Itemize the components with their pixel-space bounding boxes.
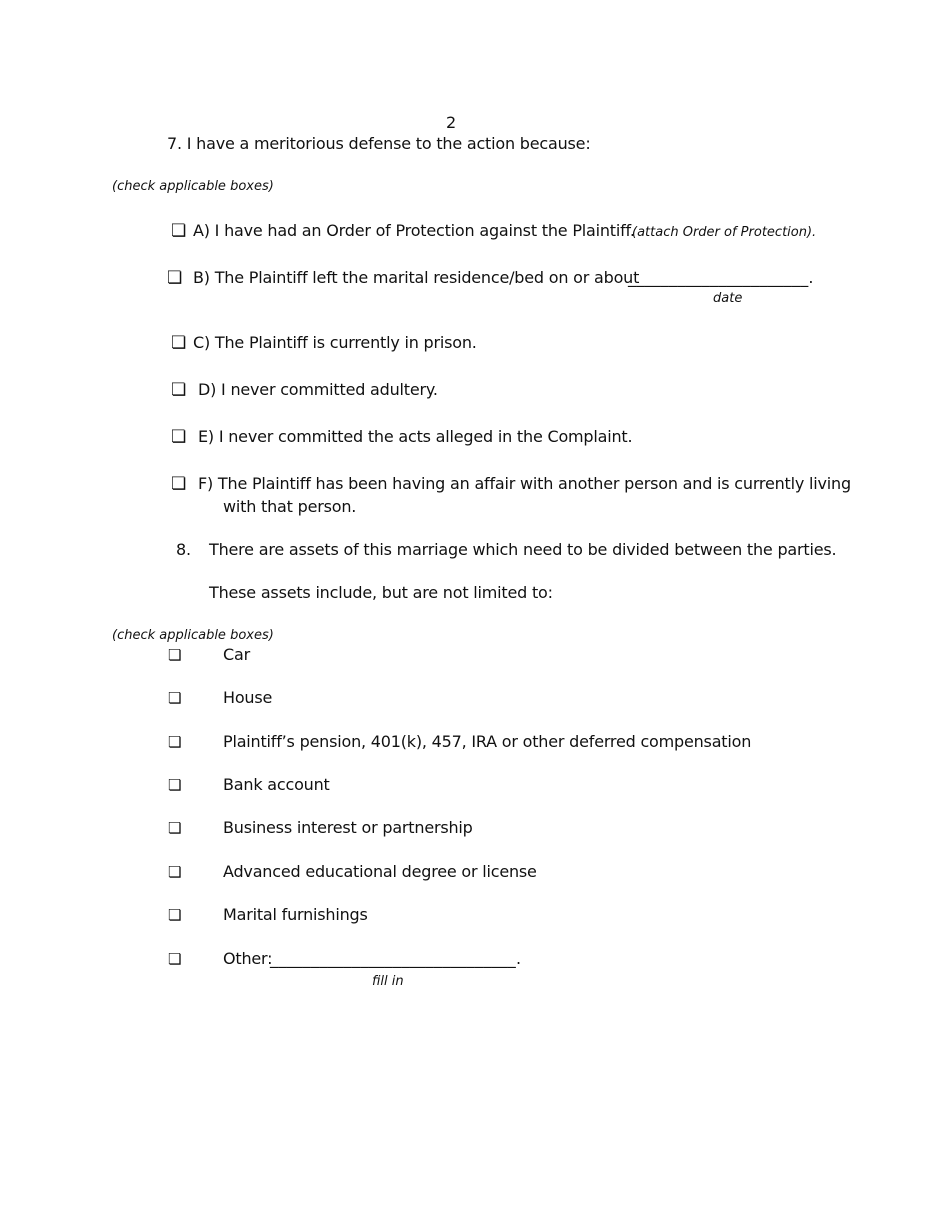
asset-other-fill-sublabel: fill in — [372, 974, 404, 989]
option-d-label: D) I never committed adultery. — [198, 380, 438, 399]
checkbox-option-a[interactable]: ❏ — [171, 221, 187, 241]
page-number: 2 — [446, 113, 456, 132]
option-c-label: C) The Plaintiff is currently in prison. — [193, 333, 477, 352]
asset-car-label: Car — [223, 645, 250, 664]
checkbox-option-c[interactable]: ❏ — [171, 333, 187, 353]
asset-house-label: House — [223, 688, 273, 707]
checkbox-asset-degree-license[interactable]: ❏ — [168, 863, 182, 881]
option-b-date-sublabel: date — [713, 291, 743, 306]
item-8-subtext: These assets include, but are not limited to: — [209, 583, 553, 602]
item-7-heading: 7. I have a meritorious defense to the action because: — [167, 134, 591, 153]
asset-other-label: Other: — [223, 949, 273, 968]
asset-other-fill-blank[interactable]: ______________________________. — [270, 949, 522, 968]
asset-furnishings-label: Marital furnishings — [223, 905, 368, 924]
checkbox-asset-car[interactable]: ❏ — [168, 646, 182, 664]
asset-degree-license-label: Advanced educational degree or license — [223, 862, 537, 881]
checkbox-asset-house[interactable]: ❏ — [168, 689, 182, 707]
option-b-date-blank[interactable]: ______________________. — [628, 268, 814, 287]
option-a-label: A) I have had an Order of Protection against the Plaintiff. — [193, 221, 635, 240]
checkbox-option-e[interactable]: ❏ — [171, 427, 187, 447]
checkbox-asset-business-interest[interactable]: ❏ — [168, 819, 182, 837]
check-applicable-note-8: (check applicable boxes) — [112, 628, 274, 643]
checkbox-asset-pension[interactable]: ❏ — [168, 733, 182, 751]
checkbox-asset-bank-account[interactable]: ❏ — [168, 776, 182, 794]
checkbox-option-f[interactable]: ❏ — [171, 474, 187, 494]
checkbox-option-b[interactable]: ❏ — [167, 268, 183, 288]
asset-business-interest-label: Business interest or partnership — [223, 818, 473, 837]
checkbox-option-d[interactable]: ❏ — [171, 380, 187, 400]
option-b-label: B) The Plaintiff left the marital residence/bed on or about — [193, 268, 640, 287]
checkbox-asset-other[interactable]: ❏ — [168, 950, 182, 968]
asset-pension-label: Plaintiff’s pension, 401(k), 457, IRA or other deferred compensation — [223, 732, 752, 751]
option-a-note: (attach Order of Protection). — [632, 225, 817, 240]
option-f-label: F) The Plaintiff has been having an affair with another person and is currently living — [198, 474, 851, 493]
check-applicable-note-7: (check applicable boxes) — [112, 179, 274, 194]
asset-bank-account-label: Bank account — [223, 775, 330, 794]
item-8-heading: There are assets of this marriage which need to be divided between the parties. — [209, 540, 837, 559]
option-f-label-continued: with that person. — [223, 497, 357, 516]
option-e-label: E) I never committed the acts alleged in the Complaint. — [198, 427, 633, 446]
item-8-number: 8. — [176, 540, 191, 559]
checkbox-asset-furnishings[interactable]: ❏ — [168, 906, 182, 924]
